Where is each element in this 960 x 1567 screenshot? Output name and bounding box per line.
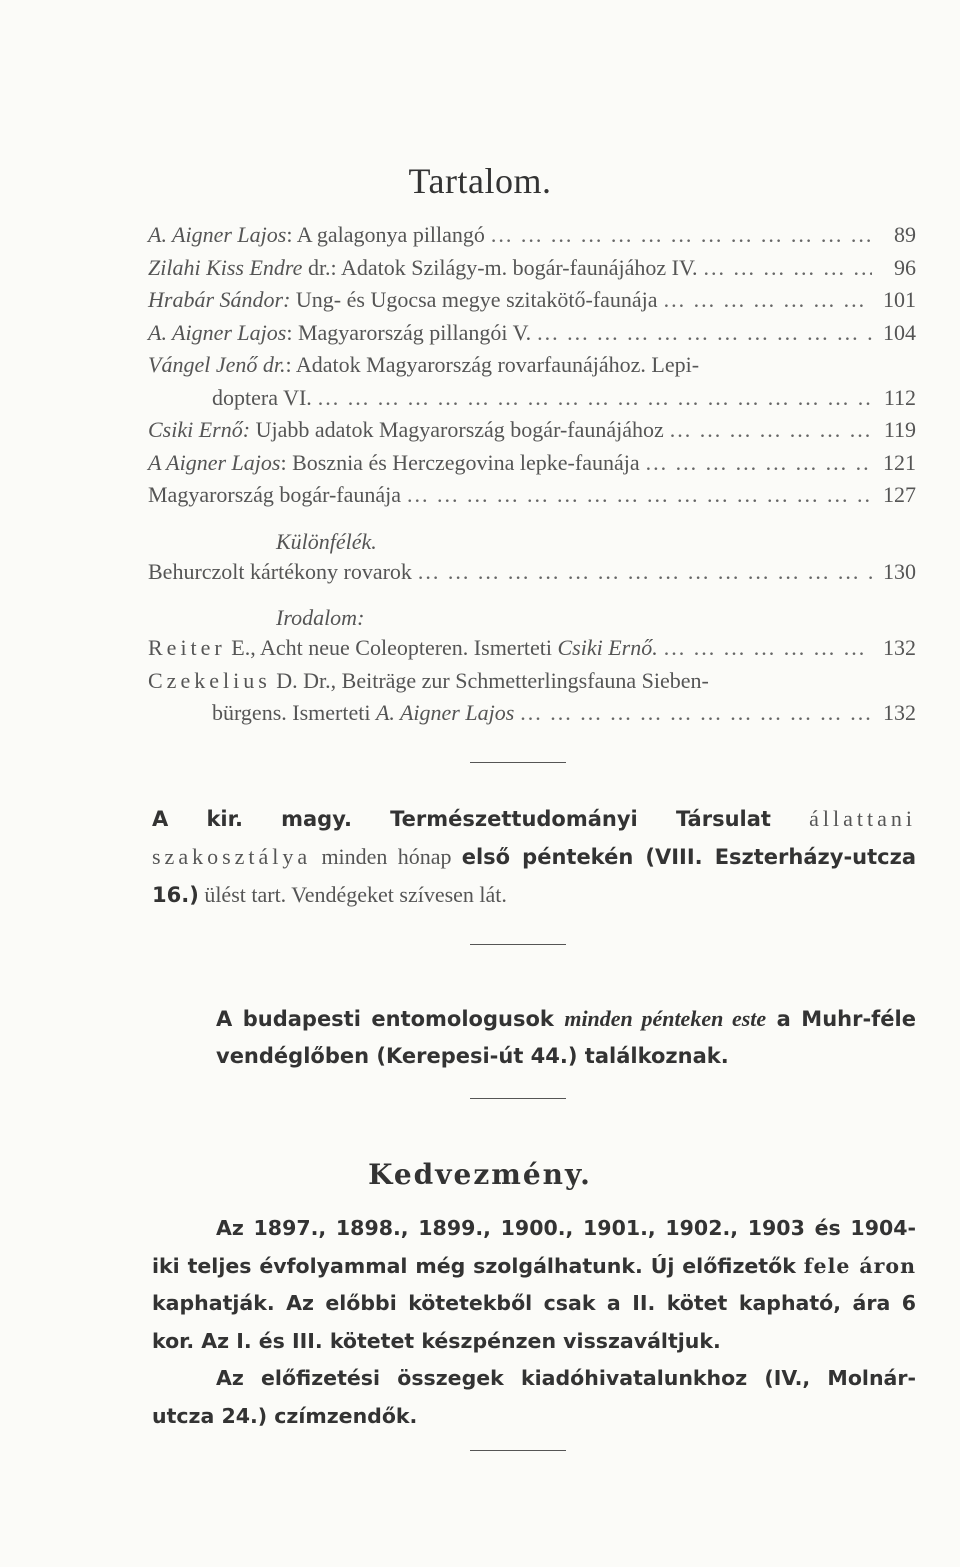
toc-title: Ung- és Ugocsa megye szitakötő-faunája xyxy=(295,287,658,312)
discount-part: fele áron xyxy=(803,1253,916,1278)
toc-row xyxy=(148,222,916,255)
discount-part: Az 1897., 1898., 1899., 1900., 1901., 1902., 1903 és 1904-iki teljes évfolyammal még szolgálhatunk. Új előfizetők xyxy=(152,1216,916,1278)
toc-row xyxy=(148,287,916,320)
toc-entry xyxy=(148,482,401,508)
toc-row xyxy=(148,417,916,450)
toc-author: A Aigner Lajos xyxy=(148,449,281,475)
toc-entry xyxy=(148,320,531,346)
leader-dots xyxy=(520,700,872,726)
toc-author: Hrabár Sándor: xyxy=(148,287,291,312)
notice-part: első péntekén (VIII. Eszterházy-utcza 16.) xyxy=(152,845,916,907)
divider xyxy=(470,1450,566,1451)
leader-dots xyxy=(318,385,872,411)
toc-entry xyxy=(148,222,485,248)
toc-title: Ujabb adatok Magyarország bogár-faunájához xyxy=(255,417,664,442)
toc-author: A. Aigner Lajos xyxy=(148,319,287,345)
toc-row xyxy=(148,352,916,385)
reviewer-name: Csiki Ernő. xyxy=(557,635,658,660)
toc-row xyxy=(148,320,916,353)
notice-part: A budapesti entomologusok xyxy=(216,1007,565,1031)
review-author: Reiter xyxy=(148,635,226,660)
divider xyxy=(470,762,566,763)
toc-title: Magyarország pillangói V. xyxy=(297,319,532,345)
leader-dots xyxy=(407,482,872,508)
toc-author: Csiki Ernő: xyxy=(148,417,251,442)
toc-row xyxy=(148,559,916,592)
toc-separator: : xyxy=(285,352,296,377)
toc-title: A galagonya pillangó xyxy=(296,222,485,247)
section-heading: Irodalom: xyxy=(276,605,365,630)
leader-dots xyxy=(664,287,872,313)
divider xyxy=(470,1098,566,1099)
table-of-contents xyxy=(148,222,916,733)
review-title: E., Acht neue Coleopteren. Ismerteti xyxy=(225,635,558,660)
toc-separator: : xyxy=(286,222,297,247)
toc-entry xyxy=(148,417,664,443)
page-number: 101 xyxy=(883,287,916,312)
discount-text xyxy=(152,1210,916,1435)
notice-part: A kir. magy. Természettudományi Társulat xyxy=(152,807,810,831)
toc-entry xyxy=(212,700,514,726)
notice-part: minden pénteken este xyxy=(564,1006,767,1031)
notice-part: a Muhr-féle vendéglőben (Kerepesi-út 44.) találkoznak. xyxy=(216,1007,916,1068)
leader-dots xyxy=(670,417,872,443)
meeting-notice xyxy=(152,1000,916,1075)
leader-dots xyxy=(491,222,872,248)
leader-dots xyxy=(704,255,873,281)
page-number: 104 xyxy=(883,319,916,345)
toc-entry xyxy=(148,559,412,585)
notice-part: minden hónap xyxy=(311,844,462,869)
toc-author: A. Aigner Lajos xyxy=(148,222,287,247)
toc-author: Vángel Jenő dr. xyxy=(148,352,286,377)
toc-entry xyxy=(148,255,698,281)
leader-dots xyxy=(418,559,872,585)
toc-entry xyxy=(148,635,658,661)
leader-dots xyxy=(646,450,872,476)
toc-title: Adatok Magyarország rovarfaunájához. Lepi- xyxy=(295,352,700,377)
toc-row xyxy=(148,482,916,515)
toc-title: Magyarország bogár-faunája xyxy=(148,482,402,507)
toc-author: Zilahi Kiss Endre xyxy=(148,254,303,280)
discount-paragraph: Az előfizetési összegek kiadóhivatalunkhoz (IV., Molnár-utcza 24.) czímzendők. xyxy=(152,1366,916,1428)
toc-row xyxy=(148,668,916,701)
discount-title: Kedvezmény. xyxy=(368,1158,592,1191)
toc-row xyxy=(148,700,916,733)
toc-entry xyxy=(148,352,699,378)
toc-title: doptera VI. xyxy=(212,384,312,410)
toc-row xyxy=(148,635,916,668)
page-number: 132 xyxy=(883,635,916,660)
page-number: 112 xyxy=(883,384,916,410)
review-title: bürgens. Ismerteti xyxy=(212,700,376,725)
divider xyxy=(470,944,566,945)
page-number: 127 xyxy=(883,482,916,507)
page-number: 89 xyxy=(894,222,916,247)
page-title: Tartalom. xyxy=(408,161,552,201)
society-notice xyxy=(152,800,916,914)
discount-paragraph xyxy=(152,1210,916,1360)
toc-title: Behurczolt kártékony rovarok xyxy=(148,558,412,584)
notice-part: ülést tart. Vendégeket szívesen lát. xyxy=(198,882,507,907)
reviewer-name: A. Aigner Lajos xyxy=(375,700,515,725)
page-number: 121 xyxy=(883,449,916,475)
page-number: 130 xyxy=(883,558,916,584)
toc-row xyxy=(148,255,916,288)
toc-separator: : xyxy=(280,449,293,475)
toc-entry xyxy=(148,450,640,476)
toc-separator: : xyxy=(286,319,298,345)
leader-dots xyxy=(537,320,872,346)
review-title: D. Dr., Beiträge zur Schmetterlingsfauna Sieben- xyxy=(270,667,709,693)
review-author: Czekelius xyxy=(148,667,271,693)
toc-separator: dr.: xyxy=(302,254,341,280)
discount-part: kaphatják. Az előbbi kötetekből csak a II. kötet kapható, ára 6 kor. Az I. és III. kötetet készpénzen visszaváltjuk. xyxy=(152,1291,916,1353)
section-heading: Különfélék. xyxy=(276,528,377,554)
toc-title: Bosznia és Herczegovina lepke-faunája xyxy=(292,449,640,475)
leader-dots xyxy=(664,635,872,661)
toc-row xyxy=(148,385,916,418)
page-number: 96 xyxy=(894,254,916,280)
toc-title: Adatok Szilágy-m. bogár-faunájához IV. xyxy=(340,254,698,280)
toc-entry xyxy=(212,385,312,411)
toc-entry xyxy=(148,287,658,313)
toc-entry xyxy=(148,668,709,694)
notice-part: állattani szakosztálya xyxy=(152,806,916,869)
toc-row xyxy=(148,450,916,483)
page-number: 132 xyxy=(883,700,916,725)
page-number: 119 xyxy=(883,417,916,442)
